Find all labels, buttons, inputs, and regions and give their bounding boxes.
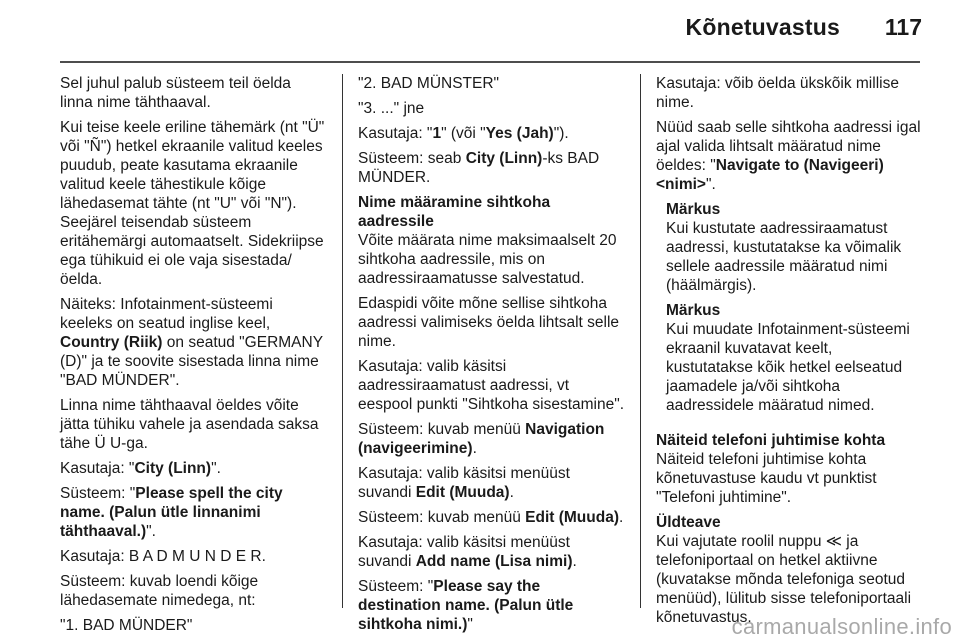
paragraph: Süsteem: kuvab loendi kõige lähedasemate nimedega, nt: — [60, 573, 259, 609]
paragraph: "3. ..." jne — [358, 100, 425, 117]
column-right — [656, 74, 922, 633]
paragraph: "2. BAD MÜNSTER" — [358, 75, 500, 92]
paragraph: Süsteem: kuvab menüü Edit (Muuda). — [358, 509, 624, 526]
paragraph: Kasutaja: "City (Linn)". — [60, 460, 221, 477]
paragraph: Näiteks: Infotainment-süsteemi keeleks on seatud inglise keel, Country (Riik) on seatud "GERMANY (D)" ja te soovite sisestada linna nime "BAD MÜNDER". — [60, 296, 323, 389]
paragraph: Üldteave Kui vajutate roolil nuppu ≪ ja telefoniportaal on hetkel aktiivne (kuvatakse mõnda telefoniga seotud menüüd), lülitub sisse telefoniportaali kõnetuvastus. — [656, 513, 922, 627]
section-heading: Näiteid telefoni juhtimise kohta — [656, 432, 886, 449]
paragraph: Näiteid telefoni juhtimise kohta Näiteid telefoni juhtimise kohta kõnetuvastuse kaudu vt punktist "Telefoni juhtimine". — [656, 431, 922, 507]
note-title: Märkus — [666, 302, 721, 319]
section-heading: Nime määramine sihtkoha aadressile — [358, 194, 551, 230]
note-title: Märkus — [666, 201, 721, 218]
paragraph: Süsteem: "Please say the destination name. (Palun ütle sihtkoha nimi.)" — [358, 578, 574, 633]
note-text: Kui kustutate aadressiraamatust aadressi, kustutatakse ka võimalik sellele aadressile määratud nimi (häälmärgis). — [666, 220, 902, 294]
paragraph: "1. BAD MÜNDER" — [60, 617, 193, 634]
paragraph: Nüüd saab selle sihtkoha aadressi igal ajal valida lihtsalt määratud nime öeldes: "Navigate to (Navigeeri) <nimi>". — [656, 119, 921, 193]
note-text: Kui muudate Infotainment-süsteemi ekraanil kuvatavat keelt, kustutatakse kõik hetkel eelseatud jaamadele ja/või sihtkoha aadressidele määratud nimed. — [666, 321, 910, 414]
paragraph: Kasutaja: valib käsitsi aadressiraamatust aadressi, vt eespool punkti "Sihtkoha sisestamine". — [358, 358, 625, 413]
page-title: Kõnetuvastus — [685, 14, 840, 40]
voice-button-icon: ≪ — [825, 533, 842, 550]
column-middle — [358, 74, 626, 640]
paragraph: Süsteem: kuvab menüü Navigation (navigeerimine). — [358, 421, 605, 457]
watermark: carmanualsonline.info — [731, 614, 952, 639]
paragraph: Kasutaja: valib käsitsi menüüst suvandi Add name (Lisa nimi). — [358, 534, 577, 570]
paragraph: Edaspidi võite mõne sellise sihtkoha aadressi valimiseks öelda lihtsalt selle nime. — [358, 295, 620, 350]
column-left — [60, 74, 326, 641]
paragraph: Sel juhul palub süsteem teil öelda linna nime tähthaaval. — [60, 75, 291, 111]
subsection-heading: Üldteave — [656, 514, 721, 531]
paragraph: Nime määramine sihtkoha aadressile Võite määrata nime maksimaalselt 20 sihtkoha aadressile, mis on aadressiraamatusse salvestatud. — [358, 193, 626, 288]
paragraph: Kasutaja: "1" (või "Yes (Jah)"). — [358, 125, 569, 142]
header-divider — [60, 61, 920, 63]
paragraph: Kasutaja: valib käsitsi menüüst suvandi Edit (Muuda). — [358, 465, 570, 501]
paragraph: Kasutaja: võib öelda ükskõik millise nime. — [656, 75, 899, 111]
paragraph: Kui teise keele eriline tähemärk (nt "Ü" või "Ñ") hetkel ekraanile valitud keeles puudub, peate kasutama ekraanile valitud keele tähestikule kõige lähedasemat tähte (nt "U" või "N"). Seejärel teisendab süsteem eritähemärgi automaatselt. Sidekriipse ega tühikuid ei ole vaja sisestada/öelda. — [60, 119, 325, 288]
paragraph: Süsteem: seab City (Linn)-ks BAD MÜNDER. — [358, 150, 600, 186]
note-box — [656, 200, 922, 295]
paragraph: Linna nime tähthaaval öeldes võite jätta tühiku vahele ja asendada saksa tähe Ü U-ga. — [60, 397, 319, 452]
paragraph: Süsteem: "Please spell the city name. (Palun ütle linnanimi tähthaaval.)". — [60, 485, 283, 540]
column-divider — [342, 74, 343, 608]
column-divider — [640, 74, 641, 608]
paragraph: Kasutaja: B A D M U N D E R. — [60, 548, 266, 565]
page-number: 117 — [884, 14, 922, 40]
note-box — [656, 301, 922, 415]
page-header — [0, 0, 960, 62]
